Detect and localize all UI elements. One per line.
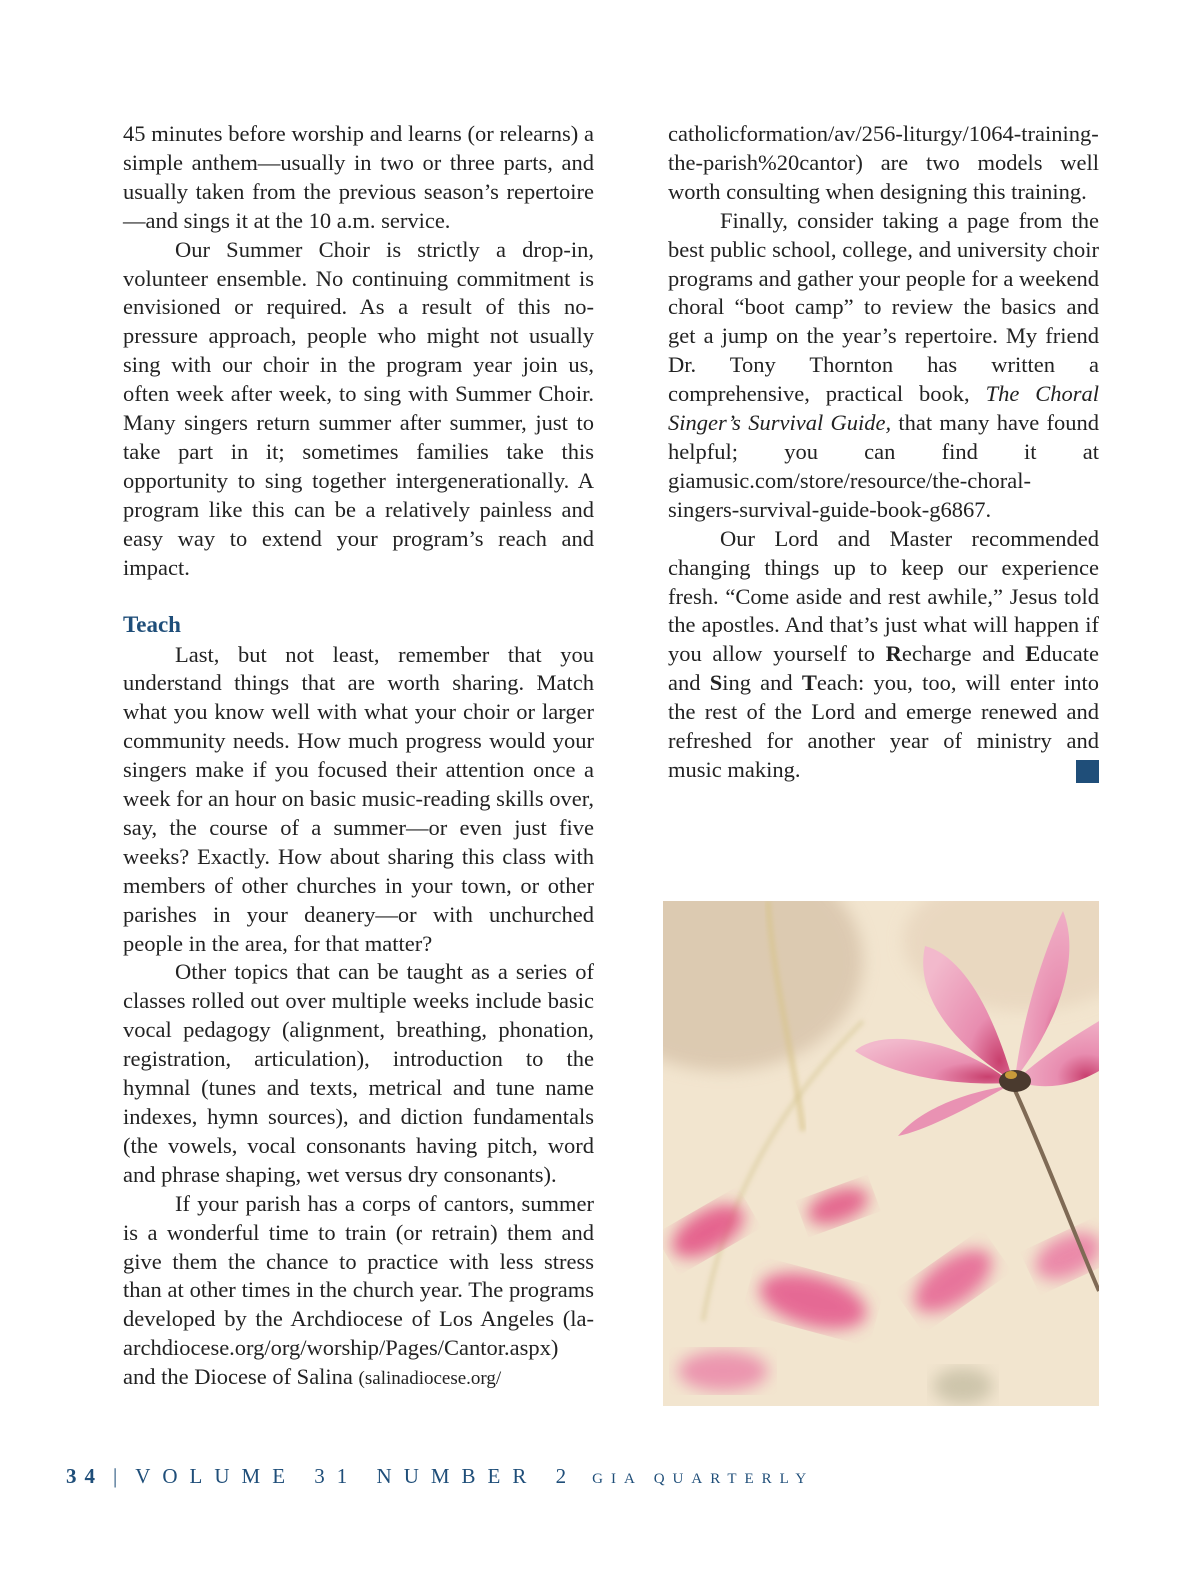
section-heading: Teach <box>123 611 181 637</box>
footer-separator: | <box>113 1464 118 1488</box>
paragraph: catholicformation/av/256-liturgy/1064-training-the-parish%20cantor) are two models well worth consulting when designing this training. <box>668 121 1099 204</box>
url-text: (salinadiocese.org/ <box>358 1368 502 1390</box>
paragraph-text: ing and <box>722 670 802 696</box>
paragraph <box>668 207 1099 525</box>
paragraph-text: that many have found helpful; you can find it at giamusic.com/store/resource/the-choral-singers-survival-guide-book-g6867. <box>668 410 1099 522</box>
bold-letter: T <box>801 670 817 696</box>
paragraph-text: Our Lord and Master recommended changing things up to keep our experience fresh. “Come aside and rest awhile,” Jesus told the apostles. And that’s just what will happen if you allow yourself to <box>668 525 1099 667</box>
end-square-icon <box>1076 760 1099 783</box>
paragraph-text: each: you, too, will enter into the rest of the Lord and emerge renewed and refreshed for another year of ministry and music making. <box>668 670 1099 782</box>
paragraph: Last, but not least, remember that you understand things that are worth sharing. Match what you know well with what your choir or larger community needs. How much progress would your singers make if you focused their attention once a week for an hour on basic music-reading skills over, say, the course of a summer—or even just five weeks? Exactly. How about sharing this class with members of other churches in your town, or other parishes in your deanery—or with unchurched people in the area, for that matter? <box>123 641 594 956</box>
bold-letter: S <box>709 670 723 696</box>
volume-number: VOLUME 31 NUMBER 2 <box>135 1464 579 1488</box>
page-number: 34 <box>66 1464 103 1488</box>
bold-letter: R <box>885 641 902 667</box>
flower-photo <box>663 901 1099 1406</box>
pink-cosmos-flower-icon <box>663 901 1099 1406</box>
paragraph <box>123 1190 594 1394</box>
paragraph: 45 minutes before worship and learns (or relearns) a simple anthem—usually in two or three parts, and usually taken from the previous season’s repertoire—and sings it at the 10 a.m. service. <box>123 121 594 233</box>
paragraph: Our Summer Choir is strictly a drop-in, volunteer ensemble. No continuing commitment is envisioned or required. As a result of this no-pressure approach, people who might not usually sing with our choir in the program year join us, often week after week, to sing with Summer Choir. Many singers return summer after summer, just to take part in it; sometimes families take this opportunity to sing together intergenerationally. A program like this can be a relatively painless and easy way to extend your program’s reach and impact. <box>123 236 594 580</box>
book-title: The Choral Singer’s Survival Guide, <box>668 381 1100 436</box>
publication-name: GIA QUARTERLY <box>592 1471 815 1487</box>
right-column <box>668 120 1099 785</box>
bold-letter: E <box>1025 641 1041 667</box>
paragraph <box>668 525 1099 785</box>
paragraph: Other topics that can be taught as a series of classes rolled out over multiple weeks include basic vocal pedagogy (alignment, breathing, phonation, registration, articulation), introduction to the hymnal (tunes and texts, metrical and tune name indexes, hymn sources), and diction fundamentals (the vowels, vocal consonants having pitch, word and phrase shaping, wet versus dry consonants). <box>123 959 594 1187</box>
page-footer <box>66 1464 814 1489</box>
paragraph-text: If your parish has a corps of cantors, summer is a wonderful time to train (or retrain) them and give them the chance to practice with less stress than at other times in the church year. The programs developed by the Archdiocese of Los Angeles (la-archdiocese.org/org/worship/Pages/Cantor.aspx) and the Diocese of Salina <box>123 1190 594 1390</box>
paragraph-text: echarge and <box>901 641 1026 667</box>
paragraph-text: Finally, consider taking a page from the best public school, college, and university choir programs and gather your people for a weekend choral “boot camp” to review the basics and get a jump on the year’s repertoire. My friend Dr. Tony Thornton has written a comprehensive, practical book, <box>668 207 1099 407</box>
paragraph-text: ducate and <box>668 641 1099 696</box>
left-column <box>123 120 594 1394</box>
